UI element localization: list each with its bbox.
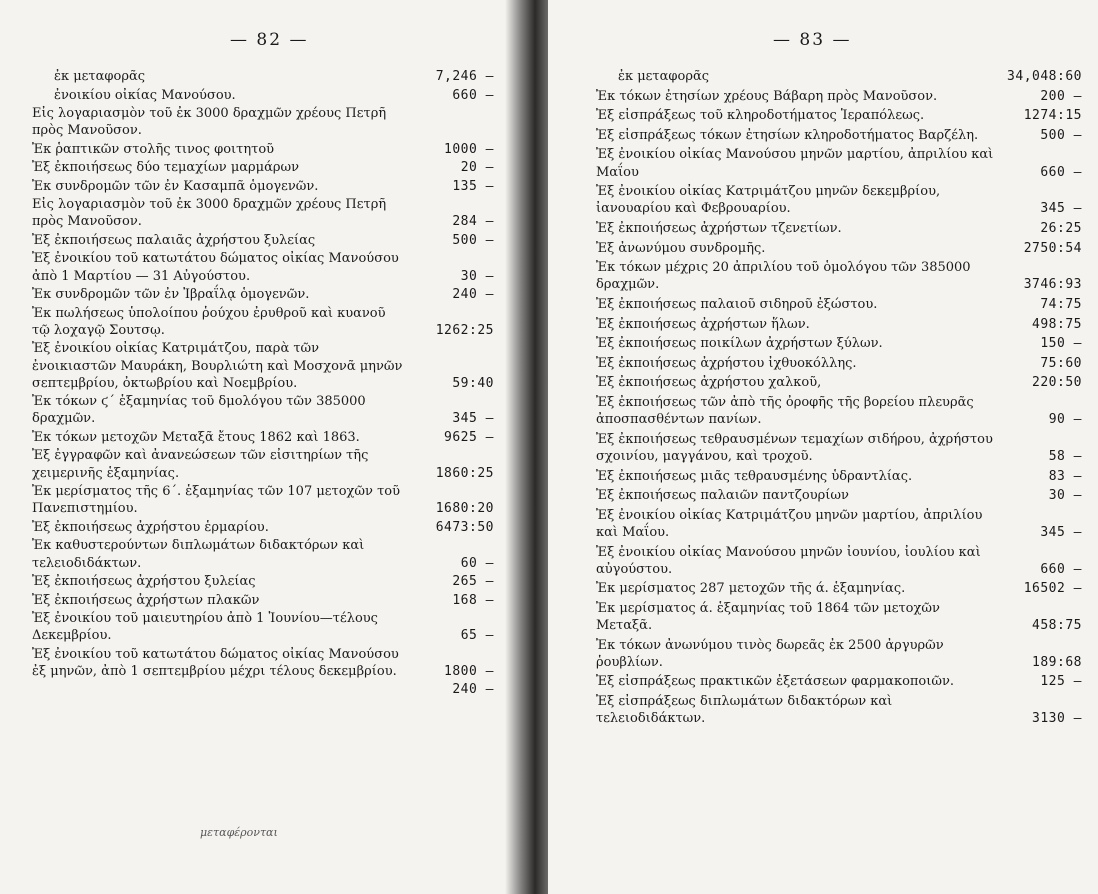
ledger-entry [32, 196, 494, 230]
entry-amount: 9625 — [444, 429, 494, 445]
ledger-entry [596, 296, 1082, 313]
ledger-entry [32, 537, 494, 571]
entry-description: Ἐξ ἐκποιήσεως τῶν ἀπὸ τῆς ὀροφῆς τῆς βορείου πλευρᾶς ἀποσπασθέντων πανίων. [596, 394, 974, 428]
entry-amount: 3746:93 [1023, 277, 1082, 293]
entry-description: Ἐξ ἐνοικίου οἰκίας Κατριμάτζου μηνῶν δεκεμβρίου, ἰανουαρίου καὶ Φεβρουαρίου. [596, 184, 941, 217]
entry-amount: 660 — [1040, 561, 1082, 577]
entry-amount: 1274:15 [1023, 108, 1082, 124]
entry-amount: 58 — [1048, 448, 1082, 464]
ledger-entry [32, 519, 494, 536]
entry-amount: 189:68 [1032, 654, 1082, 670]
right-page [548, 0, 1098, 894]
ledger-entry [596, 355, 1082, 372]
entry-description: Ἐκ τόκων ϛ΄ ἑξαμηνίας τοῦ δμολόγου τῶν 385000 δραχμῶν. [32, 394, 366, 427]
entry-amount: 345 — [452, 411, 494, 427]
entry-description: Ἐκ συνδρομῶν τῶν ἐν Ἰβραΐλᾳ ὁμογενῶν. [32, 287, 310, 303]
carried-forward-label: μεταφέρονται [200, 826, 278, 839]
entry-amount: 220:50 [1032, 375, 1082, 391]
ledger-entry [32, 429, 494, 446]
entry-amount: 20 — [460, 160, 494, 176]
entry-amount: 2750:54 [1023, 240, 1082, 256]
entry-amount: 34,048:60 [1007, 69, 1082, 84]
entry-description: Ἐξ ἐγγραφῶν καὶ ἀνανεώσεων τῶν εἰσιτηρίων τῆς χειμερινῆς ἑξαμηνίας. [32, 448, 369, 481]
entry-description: Ἐξ ἀνωνύμου συνδρομῆς. [596, 240, 766, 256]
entry-description: Ἐκ μερίσματος ά. ἑξαμηνίας τοῦ 1864 τῶν μετοχῶν Μεταξᾶ. [596, 600, 940, 634]
ledger-entry [32, 87, 494, 104]
entry-description: Ἐκ πωλήσεως ὑπολοίπου ῥούχου ἐρυθροῦ καὶ κυανοῦ τῷ λοχαγῷ Σουτσῳ. [32, 305, 386, 338]
entry-description: Ἐξ ἐνοικίου τοῦ μαιευτηρίου ἀπὸ 1 Ἰουνίου—τέλους Δεκεμβρίου. [32, 611, 378, 644]
ledger-entry [596, 240, 1082, 257]
entry-description: ἐνοικίου οἰκίας Μανούσου. [54, 87, 236, 103]
ledger-entry [596, 183, 1082, 217]
entry-description: Ἐξ ἐνοικίου τοῦ κατωτάτου δώματος οἰκίας Μανούσου ἐξ μηνῶν, ἀπὸ 1 σεπτεμβρίου μέχρι τέλους δεκεμβρίου. [32, 646, 399, 679]
entry-amount: 16502 — [1023, 581, 1082, 597]
entry-amount: 59:40 [452, 375, 494, 391]
ledger-entry [32, 681, 494, 698]
ledger-entry [596, 68, 1082, 85]
entry-description: Ἐξ ἐκποιήσεως ἀχρήστων ἥλων. [596, 316, 810, 332]
entry-amount: 200 — [1040, 88, 1082, 104]
entry-description: Ἐξ ἐνοικίου οἰκίας Μανούσου μηνῶν μαρτίου, ἀπριλίου καὶ Μαΐου [596, 147, 994, 180]
ledger-entry [32, 305, 494, 339]
entry-amount: 660 — [452, 87, 494, 103]
entry-amount: 75:60 [1040, 355, 1082, 371]
ledger-entry [32, 447, 494, 481]
ledger-entry [596, 220, 1082, 237]
ledger-entry [32, 159, 494, 176]
entry-description: Ἐξ ἐνοικίου οἰκίας Κατριμάτζου μηνῶν μαρτίου, ἀπριλίου καὶ Μαΐου. [596, 507, 983, 540]
ledger-entry [596, 637, 1082, 671]
ledger-entry [32, 483, 494, 517]
entry-amount: 6473:50 [435, 519, 494, 535]
ledger-entry [596, 600, 1082, 634]
entry-amount: 65 — [460, 628, 494, 644]
entry-description: Ἐξ ἐνοικίου τοῦ κατωτάτου δώματος οἰκίας Μανούσου ἀπὸ 1 Μαρτίου — 31 Αὐγούστου. [32, 251, 399, 284]
entry-amount: 1262:25 [435, 322, 494, 338]
entry-description: Ἐξ ἐκποιήσεως μιᾶς τεθραυσμένης ὑδραντλίας. [596, 468, 913, 484]
entry-description: Ἐξ ἐκποιήσεως παλαιᾶς ἀχρήστου ξυλείας [32, 232, 316, 248]
entry-amount: 500 — [1040, 127, 1082, 143]
entry-amount: 265 — [452, 574, 494, 590]
entry-description: Ἐξ ἐκποιήσεως παλαιῶν παντζουρίων [596, 488, 849, 504]
ledger-entry [32, 573, 494, 590]
ledger-entry [596, 693, 1082, 727]
entry-amount: 90 — [1048, 412, 1082, 428]
entry-amount: 135 — [452, 178, 494, 194]
ledger-entry [596, 374, 1082, 391]
entry-amount: 3130 — [1032, 711, 1082, 727]
ledger-entry [32, 592, 494, 609]
ledger-entry [596, 259, 1082, 293]
page-number-right: — 83 — [773, 30, 852, 50]
entry-description: Ἐξ ἐκποιήσεως ἀχρήστου ξυλείας [32, 574, 256, 590]
entry-description: Ἐξ ἐκποιήσεως ἀχρήστου χαλκοῦ, [596, 375, 822, 391]
entry-amount: 1680:20 [435, 501, 494, 517]
ledger-entry [32, 178, 494, 195]
entry-amount: 7,246 — [435, 69, 494, 84]
entry-amount: 150 — [1040, 336, 1082, 352]
ledger-entries-right [596, 68, 1082, 730]
ledger-entry [596, 335, 1082, 352]
entry-description: Ἐξ ἐκποιήσεως τεθραυσμένων τεμαχίων σιδήρου, ἀχρήστου σχοινίου, μαγγάνου, καὶ τροχοῦ. [596, 431, 993, 464]
entry-description: Εἰς λογαριασμὸν τοῦ ἐκ 3000 δραχμῶν χρέους Πετρῆ πρὸς Μανοῦσον. [32, 197, 387, 230]
entry-amount: 1000 — [444, 141, 494, 157]
entry-amount: 60 — [460, 555, 494, 571]
ledger-entry [596, 88, 1082, 105]
entry-description: Ἐκ μερίσματος 287 μετοχῶν τῆς ά. ἑξαμηνίας. [596, 581, 906, 597]
ledger-entry [32, 610, 494, 644]
ledger-entry [32, 286, 494, 303]
ledger-entry [32, 250, 494, 284]
page-number-left: — 82 — [230, 30, 309, 50]
entry-description: Ἐξ ἐκποιήσεως ἀχρήστων πλακῶν [32, 592, 260, 608]
entry-description: ἐκ μεταφορᾶς [54, 69, 146, 84]
ledger-entry [596, 316, 1082, 333]
ledger-entry [32, 105, 494, 139]
ledger-entry [596, 431, 1082, 465]
entry-description: Ἐξ εἰσπράξεως διπλωμάτων διδακτόρων καὶ τελειοδιδάκτων. [596, 694, 893, 727]
entry-description: Ἐξ ἐνοικίου οἰκίας Μανούσου μηνῶν ἰουνίου, ἰουλίου καὶ αὐγούστου. [596, 544, 981, 577]
entry-description: Ἐξ εἰσπράξεως τόκων ἐτησίων κληροδοτήματος Βαρζέλη. [596, 127, 979, 143]
entry-amount: 458:75 [1032, 618, 1082, 634]
ledger-entry [32, 68, 494, 85]
ledger-entry [596, 394, 1082, 428]
entry-description: Ἐκ μερίσματος τῆς 6΄. ἑξαμηνίας τῶν 107 μετοχῶν τοῦ Πανεπιστημίου. [32, 484, 400, 517]
entry-amount: 168 — [452, 592, 494, 608]
entry-amount: 83 — [1048, 468, 1082, 484]
entry-amount: 1800 — [444, 663, 494, 679]
entry-description: Ἐξ εἰσπράξεως τοῦ κληροδοτήματος Ἱεραπόλεως. [596, 108, 925, 124]
ledger-entry [32, 393, 494, 427]
ledger-entry [32, 232, 494, 249]
entry-description: Ἐξ ἐκποιήσεως ἀχρήστων τζενετίων. [596, 220, 842, 236]
entry-description: Ἐκ τόκων μετοχῶν Μεταξᾶ ἔτους 1862 καὶ 1863. [32, 429, 360, 445]
entry-description: Ἐξ ἐκποιήσεως ἀχρήστου ἑρμαρίου. [32, 519, 269, 535]
entry-description: Ἐκ ῥαπτικῶν στολῆς τινος φοιτητοῦ [32, 141, 275, 157]
entry-amount: 1860:25 [435, 465, 494, 481]
entry-amount: 498:75 [1032, 316, 1082, 332]
entry-amount: 500 — [452, 232, 494, 248]
entry-description: Ἐξ ἐκποιήσεως παλαιοῦ σιδηροῦ ἐξώστου. [596, 296, 878, 312]
entry-amount: 345 — [1040, 524, 1082, 540]
entry-description: ἐκ μεταφορᾶς [618, 69, 710, 84]
ledger-entry [596, 507, 1082, 541]
entry-amount: 345 — [1040, 201, 1082, 217]
entry-amount: 26:25 [1040, 220, 1082, 236]
entry-description: Ἐξ ἐκποιήσεως ποικίλων ἀχρήστων ξύλων. [596, 336, 883, 352]
entry-amount: 660 — [1040, 164, 1082, 180]
entry-description: Ἐξ εἰσπράξεως πρακτικῶν ἐξετάσεων φαρμακοποιῶν. [596, 674, 954, 690]
ledger-entry [596, 673, 1082, 690]
ledger-entries-left [32, 68, 494, 700]
entry-amount: 284 — [452, 214, 494, 230]
entry-description: Ἐκ τόκων μέχρις 20 ἀπριλίου τοῦ ὁμολόγου τῶν 385000 δραχμῶν. [596, 260, 971, 293]
entry-amount: 74:75 [1040, 296, 1082, 312]
entry-amount: 240 — [452, 682, 494, 698]
ledger-entry [596, 580, 1082, 597]
ledger-entry [32, 646, 494, 680]
entry-description: Ἐκ τόκων ἐτησίων χρέους Βάβαρη πρὸς Μανοῦσον. [596, 88, 938, 104]
entry-amount: 30 — [1048, 488, 1082, 504]
ledger-entry [596, 107, 1082, 124]
ledger-entry [596, 468, 1082, 485]
entry-description: Ἐξ ἐκποιήσεως δύο τεμαχίων μαρμάρων [32, 160, 300, 176]
entry-description: Ἐκ καθυστερούντων διπλωμάτων διδακτόρων καὶ τελειοδιδάκτων. [32, 538, 365, 571]
entry-description: Ἐκ συνδρομῶν τῶν ἐν Κασαμπᾶ ὁμογενῶν. [32, 178, 319, 194]
entry-description: Ἐξ ἐκποιήσεως ἀχρήστου ἰχθυοκόλλης. [596, 355, 857, 371]
entry-description: Ἐξ ἐνοικίου οἰκίας Κατριμάτζου, παρὰ τῶν ἐνοικιαστῶν Μαυράκη, Βουρλιώτη καὶ Μοσχονᾶ μηνῶν σεπτεμβρίου, ὀκτωβρίου καὶ Νοεμβρίου. [32, 341, 403, 391]
ledger-entry [596, 146, 1082, 180]
entry-amount: 125 — [1040, 674, 1082, 690]
ledger-entry [32, 340, 494, 392]
entry-amount: 30 — [460, 268, 494, 284]
entry-description: Εἰς λογαριασμὸν τοῦ ἐκ 3000 δραχμῶν χρέους Πετρῆ πρὸς Μανοῦσον. [32, 106, 387, 139]
ledger-entry [596, 127, 1082, 144]
entry-description: Ἐκ τόκων ἀνωνύμου τινὸς δωρεᾶς ἐκ 2500 ἀργυρῶν ῥουβλίων. [596, 637, 944, 670]
left-page [0, 0, 520, 894]
entry-amount: 240 — [452, 287, 494, 303]
ledger-entry [32, 141, 494, 158]
ledger-entry [596, 487, 1082, 504]
ledger-entry [596, 544, 1082, 578]
entry-description [32, 681, 406, 698]
